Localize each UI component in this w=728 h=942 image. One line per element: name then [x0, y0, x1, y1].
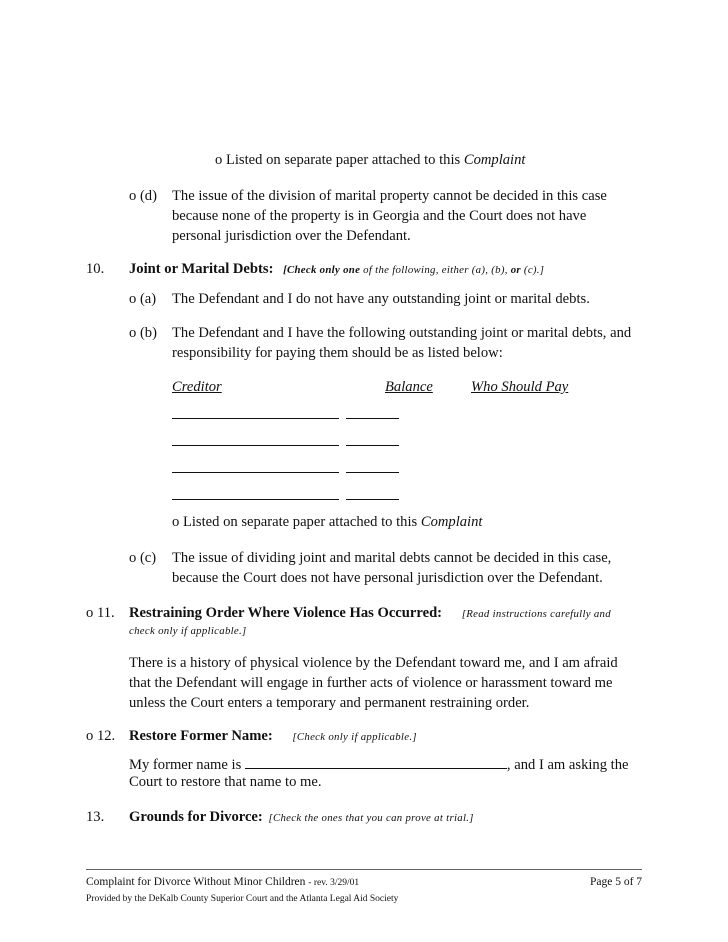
- section-11-instruction-cont: check only if applicable.]: [129, 625, 247, 637]
- option-d-line: The issue of the division of marital property cannot be decided in this case: [172, 188, 607, 204]
- balance-header: Balance: [385, 379, 433, 395]
- section-13-number: 13.: [86, 809, 105, 825]
- creditor-header: Creditor: [172, 379, 222, 395]
- former-name-label: My former name is: [129, 757, 242, 773]
- listed-text: Listed on separate paper attached to this: [225, 152, 461, 168]
- section-12-instruction: [Check only if applicable.]: [292, 731, 417, 743]
- section-11-line: that the Defendant will engage in further acts of violence or harassment toward me: [129, 675, 613, 691]
- option-d-line: personal jurisdiction over the Defendant.: [172, 228, 411, 244]
- section-12-checkbox-number[interactable]: o 12.: [86, 728, 116, 744]
- balance-blank[interactable]: [346, 485, 399, 500]
- option-b-line: The Defendant and I have the following outstanding joint or marital debts, and: [172, 325, 632, 341]
- section-10-number: 10.: [86, 261, 105, 277]
- debt-row[interactable]: [172, 485, 399, 506]
- option-a-text: The Defendant and I do not have any outstanding joint or marital debts.: [172, 291, 590, 307]
- option-d-text: [172, 186, 607, 246]
- footer-page-number: Page 5 of 7: [590, 876, 643, 888]
- balance-blank[interactable]: [346, 431, 399, 446]
- option-b-marker[interactable]: o (b): [129, 325, 157, 341]
- listed-separate-paper-debts: [172, 512, 482, 532]
- section-11-line: unless the Court enters a temporary and permanent restraining order.: [129, 695, 530, 711]
- former-name-line2: Court to restore that name to me.: [129, 774, 322, 790]
- option-c-line: The issue of dividing joint and marital debts cannot be decided in this case,: [172, 550, 612, 566]
- option-c-marker[interactable]: o (c): [129, 550, 157, 566]
- option-d-marker[interactable]: o (d): [129, 188, 157, 204]
- creditor-blank[interactable]: [172, 404, 339, 419]
- footer-provided-by: Provided by the DeKalb County Superior Court and the Atlanta Legal Aid Society: [86, 894, 399, 904]
- listed-text-italic: Complaint: [463, 152, 526, 168]
- creditor-blank[interactable]: [172, 431, 339, 446]
- option-d-line: because none of the property is in Georgia and the Court does not have: [172, 208, 587, 224]
- creditor-blank[interactable]: [172, 458, 339, 473]
- footer-title: Complaint for Divorce Without Minor Children: [86, 876, 306, 888]
- option-b-text: [172, 323, 631, 363]
- section-11-body: [129, 653, 618, 713]
- listed-separate-paper-item: [215, 150, 525, 170]
- section-13-title: Grounds for Divorce:: [129, 809, 263, 825]
- section-12-title: Restore Former Name:: [129, 728, 273, 744]
- creditor-blank[interactable]: [172, 485, 339, 500]
- section-11-instruction: [Read instructions carefully and: [461, 608, 611, 620]
- section-10-heading: [129, 259, 544, 280]
- section-12-heading: [129, 726, 417, 747]
- checkbox-marker[interactable]: o: [215, 152, 223, 168]
- section-13-heading: [129, 807, 474, 828]
- section-11-line: There is a history of physical violence by the Defendant toward me, and I am afraid: [129, 655, 618, 671]
- section-10-instruction: [Check only one of the following, either (a), (b), or (c).]: [283, 264, 545, 276]
- section-10-title: Joint or Marital Debts:: [129, 261, 274, 277]
- section-11-checkbox-number[interactable]: o 11.: [86, 605, 115, 621]
- debt-row[interactable]: [172, 404, 399, 425]
- balance-blank[interactable]: [346, 458, 399, 473]
- footer-rev: - rev. 3/29/01: [308, 878, 360, 888]
- option-a-marker[interactable]: o (a): [129, 291, 157, 307]
- checkbox-marker[interactable]: o: [172, 514, 180, 530]
- section-11-title: Restraining Order Where Violence Has Occurred:: [129, 605, 443, 621]
- listed-text: Listed on separate paper attached to this: [182, 514, 418, 530]
- option-b-line: responsibility for paying them should be as listed below:: [172, 345, 503, 361]
- section-13-instruction: [Check the ones that you can prove at trial.]: [268, 812, 474, 824]
- former-name-tail: , and I am asking the: [506, 757, 629, 773]
- listed-text-italic: Complaint: [420, 514, 483, 530]
- footer-divider: [86, 869, 642, 870]
- former-name-blank[interactable]: [245, 754, 507, 769]
- balance-blank[interactable]: [346, 404, 399, 419]
- debt-row[interactable]: [172, 458, 399, 479]
- debt-row[interactable]: [172, 431, 399, 452]
- who-should-pay-header: Who Should Pay: [471, 379, 569, 395]
- option-c-line: because the Court does not have personal jurisdiction over the Defendant.: [172, 570, 603, 586]
- option-c-text: [172, 548, 611, 588]
